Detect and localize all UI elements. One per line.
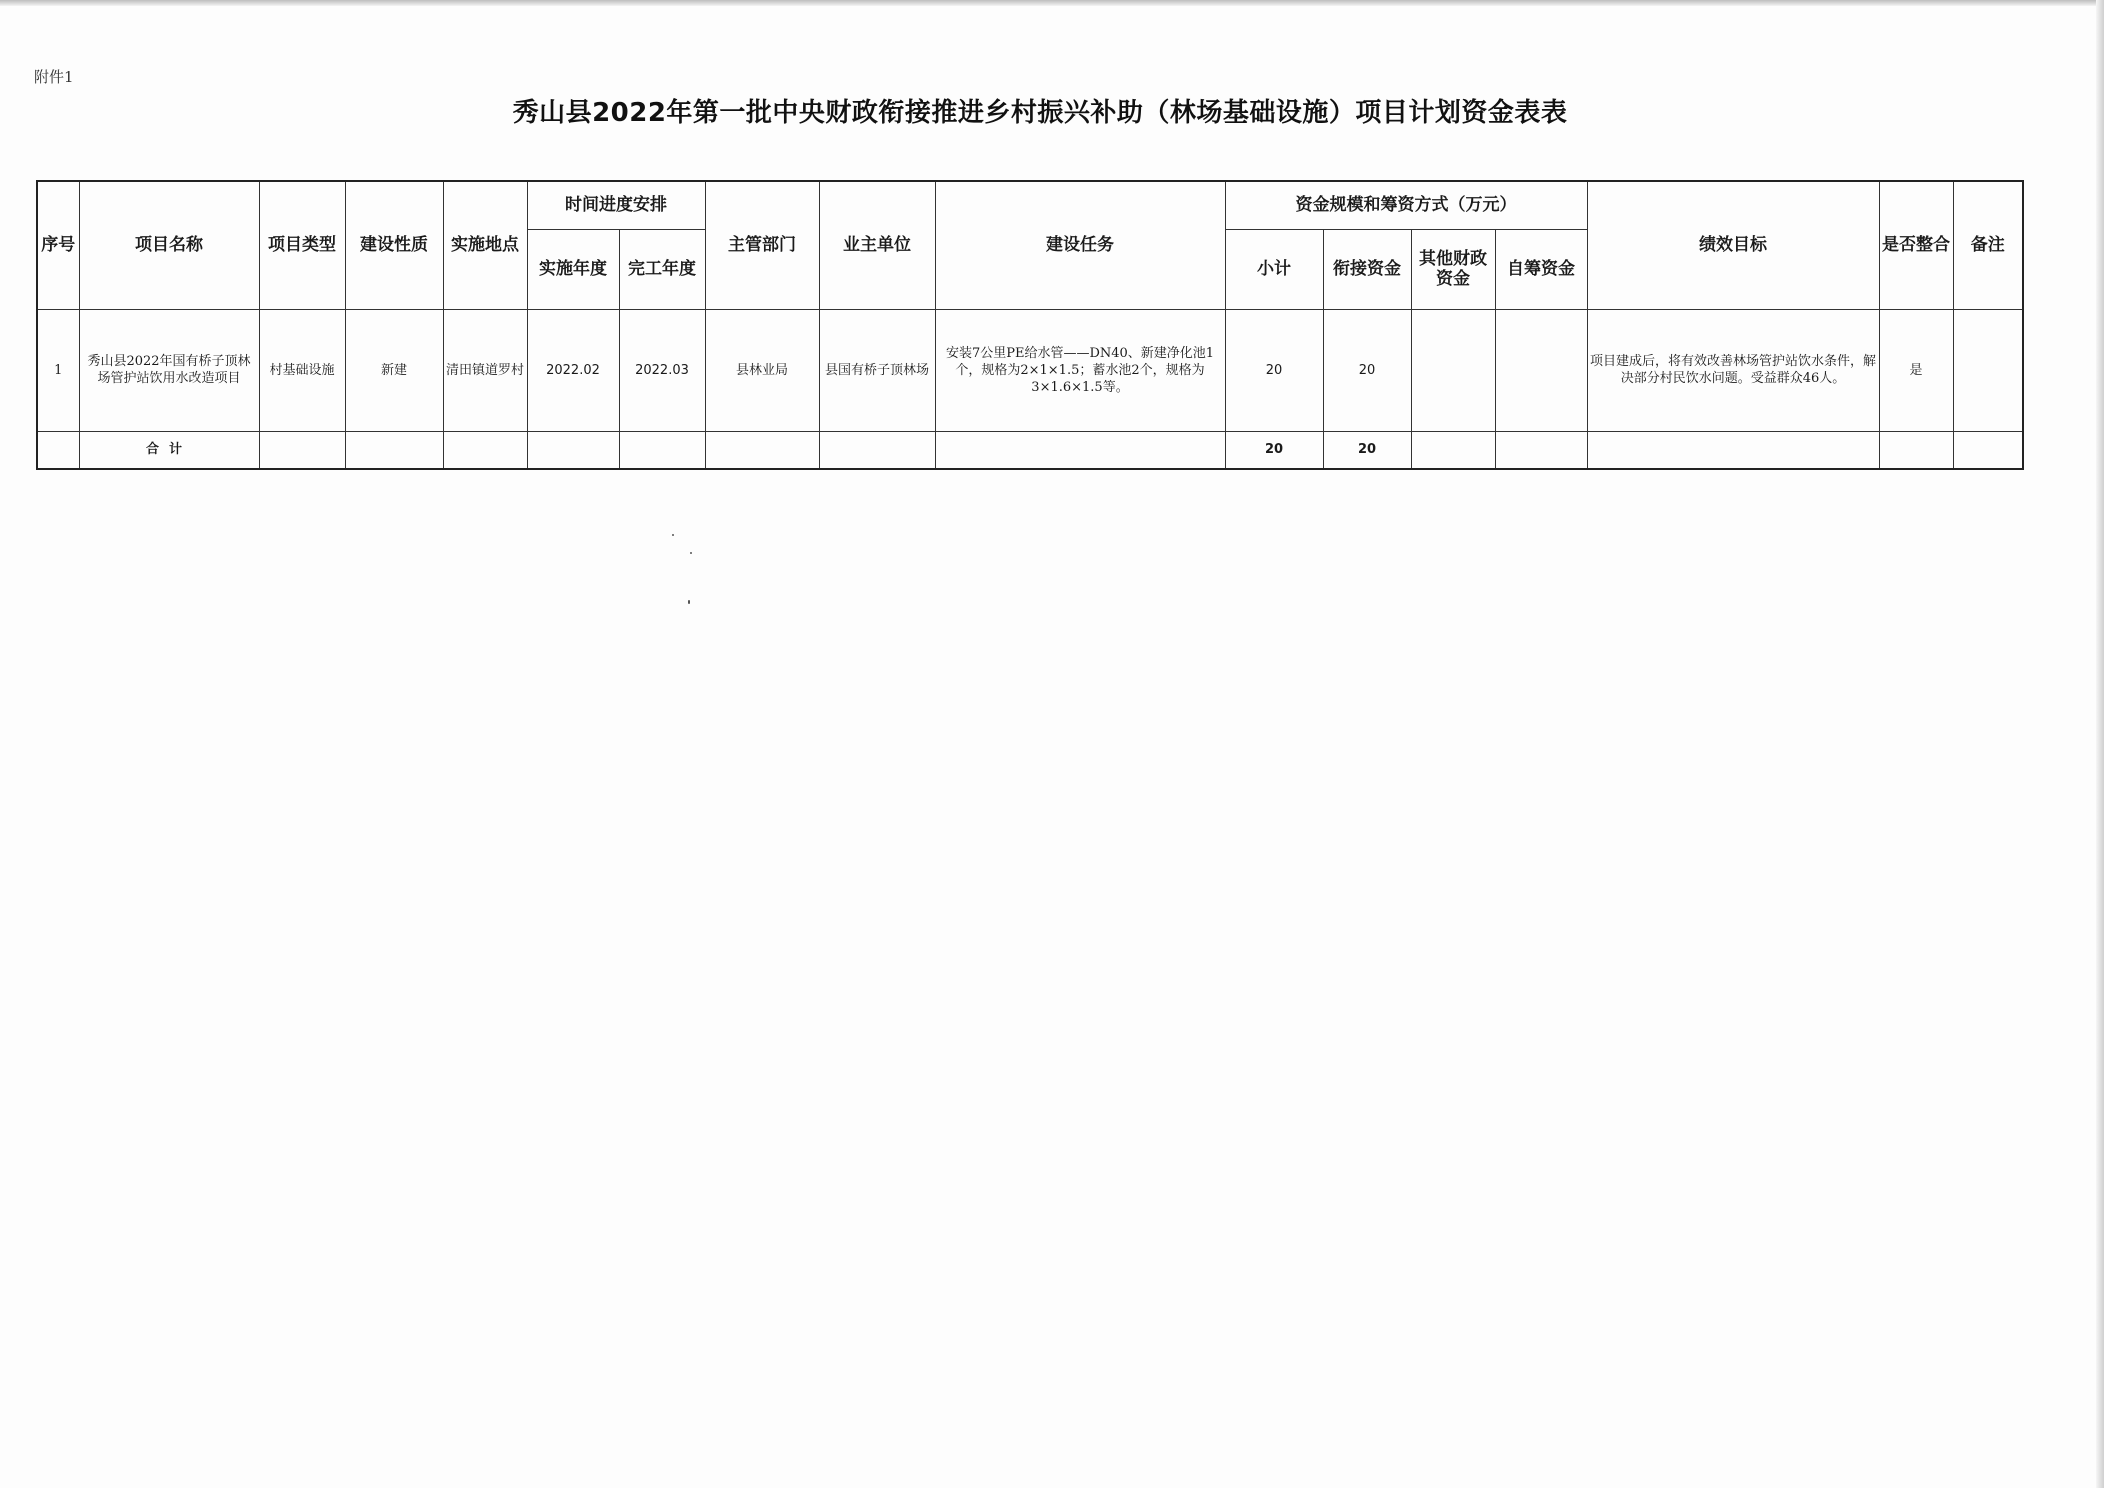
cell-construction-task: 安装7公里PE给水管——DN40、新建净化池1个，规格为2×1×1.5；蓄水池2个，规格为3×1.6×1.5等。	[935, 309, 1225, 431]
total-seq-empty	[37, 431, 79, 469]
header-subtotal: 小计	[1225, 229, 1323, 309]
cell-subtotal: 20	[1225, 309, 1323, 431]
total-empty-cell	[1953, 431, 2023, 469]
scan-speck	[690, 552, 692, 554]
total-empty-cell	[935, 431, 1225, 469]
header-integrated: 是否整合	[1879, 181, 1953, 309]
header-project-name: 项目名称	[79, 181, 259, 309]
cell-construction-nature: 新建	[345, 309, 443, 431]
cell-owner-unit: 县国有桥子顶林场	[819, 309, 935, 431]
page-title: 秀山县2022年第一批中央财政衔接推进乡村振兴补助（林场基础设施）项目计划资金表表	[512, 98, 1568, 128]
cell-start-year: 2022.02	[527, 309, 619, 431]
cell-seq: 1	[37, 309, 79, 431]
scan-edge-right	[2096, 0, 2104, 1488]
attachment-label: 附件1	[34, 68, 74, 86]
cell-other-fiscal-funds	[1411, 309, 1495, 431]
header-linkage-funds: 衔接资金	[1323, 229, 1411, 309]
header-seq: 序号	[37, 181, 79, 309]
total-empty-cell	[527, 431, 619, 469]
header-row-1	[37, 181, 2023, 229]
cell-performance-goal: 项目建成后，将有效改善林场管护站饮水条件，解决部分村民饮水问题。受益群众46人。	[1587, 309, 1879, 431]
total-subtotal: 20	[1225, 431, 1323, 469]
funding-plan-table	[36, 180, 2024, 470]
header-remarks: 备注	[1953, 181, 2023, 309]
header-owner-unit: 业主单位	[819, 181, 935, 309]
total-empty-cell	[1495, 431, 1587, 469]
header-funding-group: 资金规模和筹资方式（万元）	[1225, 181, 1587, 229]
total-empty-cell	[619, 431, 705, 469]
cell-integrated: 是	[1879, 309, 1953, 431]
total-linkage-funds: 20	[1323, 431, 1411, 469]
table-row	[37, 309, 2023, 431]
header-self-raised-funds: 自筹资金	[1495, 229, 1587, 309]
total-empty-cell	[1879, 431, 1953, 469]
scan-edge-top	[0, 0, 2104, 6]
cell-remarks	[1953, 309, 2023, 431]
cell-location: 清田镇道罗村	[443, 309, 527, 431]
total-empty-cell	[345, 431, 443, 469]
header-construction-task: 建设任务	[935, 181, 1225, 309]
total-empty-cell	[1587, 431, 1879, 469]
header-construction-nature: 建设性质	[345, 181, 443, 309]
header-project-type: 项目类型	[259, 181, 345, 309]
scan-speck	[672, 534, 674, 536]
total-row	[37, 431, 2023, 469]
header-start-year: 实施年度	[527, 229, 619, 309]
header-location: 实施地点	[443, 181, 527, 309]
total-empty-cell	[1411, 431, 1495, 469]
header-end-year: 完工年度	[619, 229, 705, 309]
header-performance-goal: 绩效目标	[1587, 181, 1879, 309]
total-empty-cell	[819, 431, 935, 469]
header-supervisor-dept: 主管部门	[705, 181, 819, 309]
cell-self-raised-funds	[1495, 309, 1587, 431]
header-other-fiscal-funds: 其他财政资金	[1411, 229, 1495, 309]
total-empty-cell	[443, 431, 527, 469]
cell-end-year: 2022.03	[619, 309, 705, 431]
total-label: 合计	[79, 431, 259, 469]
header-schedule-group: 时间进度安排	[527, 181, 705, 229]
cell-project-name: 秀山县2022年国有桥子顶林场管护站饮用水改造项目	[79, 309, 259, 431]
total-empty-cell	[705, 431, 819, 469]
cell-linkage-funds: 20	[1323, 309, 1411, 431]
cell-project-type: 村基础设施	[259, 309, 345, 431]
total-empty-cell	[259, 431, 345, 469]
cell-supervisor-dept: 县林业局	[705, 309, 819, 431]
scan-speck	[688, 600, 690, 604]
